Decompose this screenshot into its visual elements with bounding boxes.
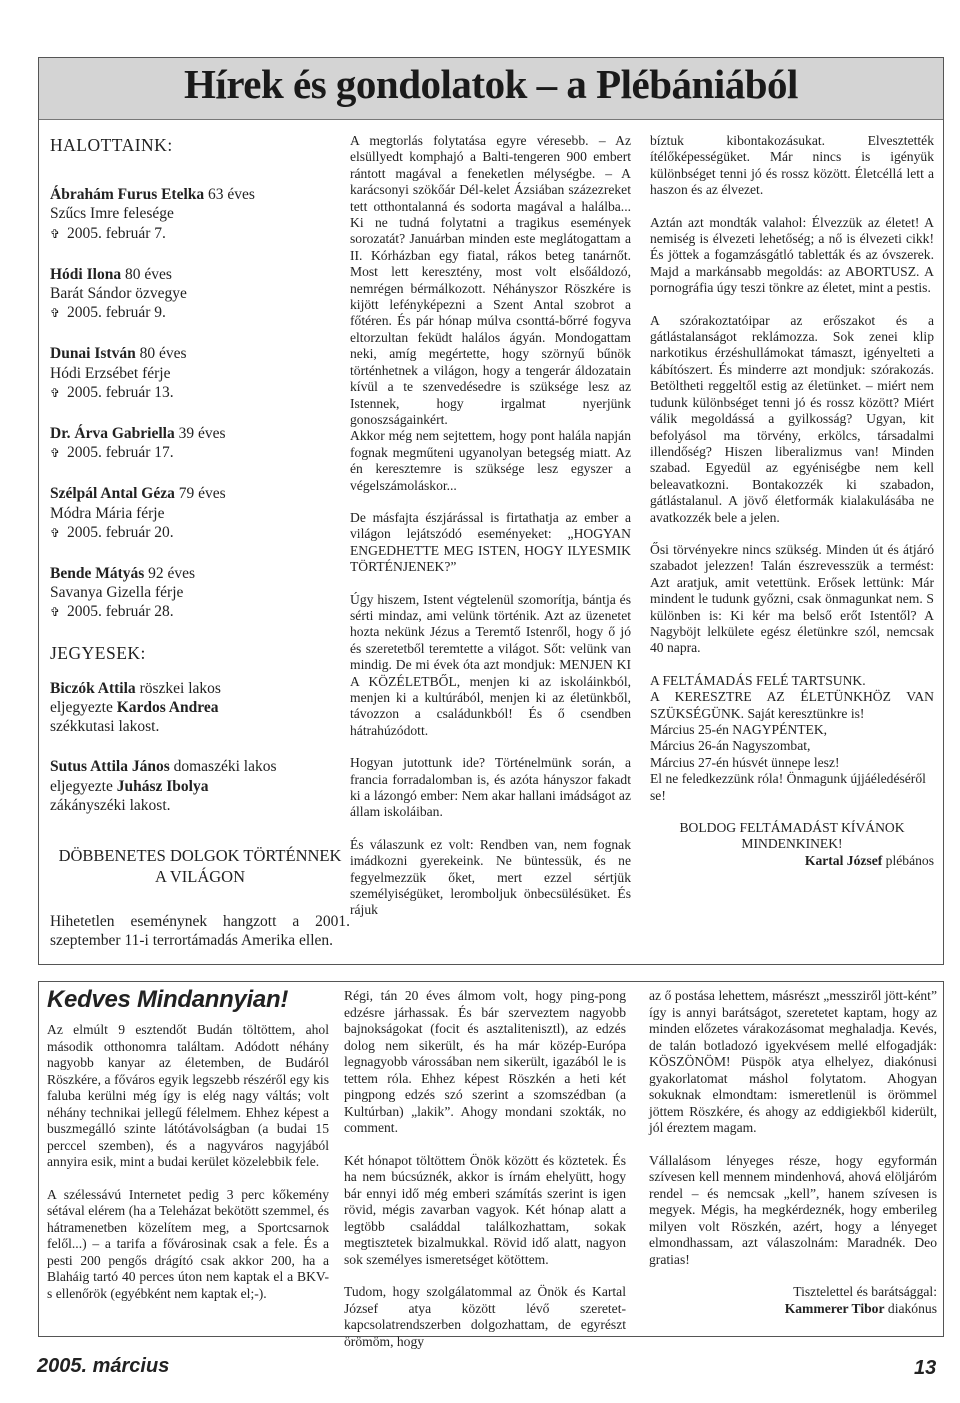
- obituary-date: ✞ 2005. február 20.: [50, 523, 174, 541]
- obituary-name-line: Ábrahám Furus Etelka 63 éves: [50, 186, 255, 204]
- article-paragraph: Ősi törvényekre nincs szükség. Minden út és átjáró szabadot jelezzen! Talán észrevesszük a termést: Azt aratjuk, amit vetettünk. Erősek lettünk: Már mindent le tudunk győzni, csak önmagunkat nem. S különben is: Ki kér ma belső erőt Istentől? A Nagyböjt lelkülete egész életünkre szól, nemcsak 40 napra.: [650, 541, 934, 656]
- farewell-paragraph: Az elmúlt 9 esztendőt Budán töltöttem, ahol második otthonomra találtam. Adódott néhány nagyobb kanyar az életemben, de Budáról Röszkére, a főváros egyik legszebb részéről egy kis faluba kerülni még így is elég nagy váltás; volt néhány technikai jellegű félelmem. Ehhez képest a buszmegálló szinte látótávolságban (a budai 15 perccel szemben), és a nagyváros nagyjából annyira esik, mint a budai kerület közelebbik fele.: [47, 1022, 329, 1169]
- dobbenetes-heading-line2: A VILÁGON: [155, 867, 245, 887]
- cross-icon: ✞: [50, 226, 61, 241]
- obituary-date: ✞ 2005. február 13.: [50, 383, 174, 401]
- easter-date: Március 25-én NAGYPÉNTEK,: [650, 722, 828, 737]
- obituary-relation: Barát Sándor özvegye: [50, 285, 187, 303]
- obituary-relation: Szűcs Imre felesége: [50, 205, 174, 223]
- easter-line: A KERESZTRE AZ ÉLETÜNKHÖZ VAN SZÜKSÉGÜNK. Saját keresztünkre is!: [650, 689, 934, 721]
- obituary-date: ✞ 2005. február 28.: [50, 603, 174, 621]
- column-obituaries: [50, 136, 350, 950]
- farewell-paragraph: Két hónapot töltöttem Önök között és köztetek. És ha nem búcsúznék, akkor is írnám ehelyütt, hogy bár ennyi idő még emberi számítás szerint is igen rövid, mégis zavarban vagyok. Két hónap alatt a legtöbb családdal találkozhattam, sokak megtisztetek bizalmukkal. Rövid idő alatt, nagyon sok személyes ismeretséget kötöttem.: [344, 1152, 626, 1267]
- farewell-column-2: [344, 988, 626, 1350]
- cross-icon: ✞: [50, 525, 61, 540]
- obituary-entry: [50, 484, 350, 543]
- farewell-paragraph: az ő postása lehettem, másrészt „messziről jött-ként” így is annyi barátságot, szeretetet kaptam, hogy az minden előzetes várakozásomat meghaladja. Kevés, de talán botladozó igyekvésem mellé elfogadják: KÖSZÖNÖM! Püspök atya elhelyez, diakónusi gyakorlatomat máshol folytatom. Ahogyan sokuknak elmondtam: ismeretlenül is örömmel jöttem Röszkére, és ahogy az eddigiekből kiderült, jól éreztem magam.: [649, 988, 937, 1135]
- greeting-line: MINDENKINEK!: [741, 836, 843, 852]
- obituary-date: ✞ 2005. február 17.: [50, 444, 174, 462]
- article-paragraph: A szórakoztatóipar az erőszakot és a gátlástalanságot reklámozza. Sok zenei klip narkotikus érzéshullámokat támaszt, igényelteti a kábítószert. És minderre azt mondjuk: szórakozás. Betöltheti reggeltől estig az életünket. – miért nem tudunk különbséget tenni jó és rossz között? Miért válik megoldássá a gyilkosság? Ugyan, kit befolyásol ma törvény, erkölcs, társadalmi illendőség? Hiszen liberalizmus van! Minden szabad. Egyedül az egyéniségbe nem kell beleavatkozni. Bontakozzék ki szabadon, gátlástalanul. A jövő életformák kialakulásába ne avatkozzék bele a jelen.: [650, 312, 934, 525]
- obituary-entry: [50, 424, 350, 463]
- easter-line: A FELTÁMADÁS FELÉ TARTSUNK.: [650, 672, 866, 688]
- page-number: 13: [914, 1357, 937, 1379]
- easter-date: Március 27-én húsvét ünnepe lesz!: [650, 754, 840, 770]
- obituary-list: [50, 185, 350, 622]
- obituary-relation: Savanya Gizella férje: [50, 584, 184, 602]
- article-paragraph: bíztuk kibontakozásukat. Elvesztették ítélőképességüket. Már nincs is igényük különbséget tenni jó és rossz között. Életcéllá lett a haszon és az élvezet.: [650, 133, 934, 198]
- farewell-paragraph: Vállalásom lényeges része, hogy egyformán szívesen kell mennem mindenhová, ahová elöljáróm rendel – és nemcsak „kell”, hanem szívesen is megyek. Mégis, ha megkérdeznék, hogy emberileg milyen volt Röszkén, azért, hogy a lényeget elmondhassam, azt válaszolnám: Maradnék. Deo gratias!: [649, 1152, 937, 1267]
- obituary-entry: [50, 265, 350, 324]
- article-paragraph: Akkor még nem sejtettem, hogy pont halála napján fognak megműteni ugyanolyan betegség miatt. Az én keresztemre is szüksége lesz egyszer a végelszámoláskor...: [350, 428, 631, 493]
- engagement-entry: Biczók Attila röszkei lakos eljegyezte Kardos Andrea székkutasi lakost.: [50, 679, 221, 736]
- cross-icon: ✞: [50, 446, 61, 461]
- column-article-2: [350, 133, 631, 919]
- easter-line: El ne feledkezzünk róla! Önmagunk újjáéledéséről se!: [650, 771, 926, 803]
- obituary-name-line: Szélpál Antal Géza 79 éves: [50, 485, 226, 503]
- title-bar: [39, 58, 943, 120]
- engagement-list: [50, 679, 350, 815]
- farewell-title: Kedves Mindannyian!: [47, 986, 289, 1013]
- signature: Kartal József plébános: [804, 852, 934, 868]
- farewell-column-1: [47, 1022, 329, 1302]
- obituary-date: ✞ 2005. február 9.: [50, 304, 166, 322]
- dobbenetes-heading-line1: DÖBBENETES DOLGOK TÖRTÉNNEK: [58, 846, 342, 866]
- obituary-entry: [50, 344, 350, 403]
- obituary-name-line: Dr. Árva Gabriella 39 éves: [50, 425, 226, 443]
- obituary-date: ✞ 2005. február 7.: [50, 224, 166, 242]
- greeting-line: BOLDOG FELTÁMADÁST KÍVÁNOK: [679, 820, 905, 836]
- dobbenetes-heading: [50, 845, 350, 887]
- obituary-name-line: Hódi Ilona 80 éves: [50, 265, 172, 283]
- article-paragraph: Úgy hiszem, Istent végtelenül szomorítja, bántja és sérti mindaz, ami velünk történik. Azt az üzenetet hozta nekünk Jézus a Teremtő Istenről, hogy ő jó és szeretetből teremtette a világot. Sőt: velünk van mindig. De mi évek óta azt mondjuk: MENJEN KI A KÖZÉLETBŐL, menjen ki az iskoláinkból, menjen ki a kultúrából, menjen ki az életünkből, távozzon a családunkból! És ő csendben hátrahúzódott.: [350, 591, 631, 738]
- cross-icon: ✞: [50, 306, 61, 321]
- column-article-3: [650, 133, 934, 869]
- article-paragraph: De másfajta észjárással is firtathatja az ember a világon lejátszódó eseményeket: „HOGYAN ENGEDHETTE MEG ISTEN, HOGY ILYESMIK TÖRTÉNJENEK?”: [350, 509, 631, 575]
- obituary-relation: Hódi Erzsébet férje: [50, 364, 171, 382]
- farewell-column-3: [649, 988, 937, 1317]
- closing-line: Tisztelettel és barátsággal:: [793, 1284, 937, 1299]
- halottaink-heading: HALOTTAINK:: [50, 135, 173, 155]
- farewell-paragraph: Tudom, hogy szolgálatommal az Önök és Kartal József atya között lévő szeretet-kapcsolatrendszerben dolgozhattam, de egyrészt örömöm, hogy: [344, 1284, 626, 1349]
- engagement-entry: Sutus Attila János domaszéki lakos eljegyezte Juhász Ibolya zákányszéki lakost.: [50, 758, 277, 814]
- farewell-paragraph: Régi, tán 20 éves álmom volt, hogy ping-pong edzésre járhassak. És bár szerveztem nagyobb bajnokságokat (focit és asztalitenisztl), az edzés dolog nem sikerült, és ha már közép-Európa legnagyobb várossában nem sikerült, igazából le is tettem róla. Ehhez képest Röszkén a heti két pingpong edzés szó szerint a szomszédban (a Kultúrban) „lakik”. Ahogy mondani szokták, no comment.: [344, 988, 626, 1135]
- dobbenetes-intro: Hihetetlen eseménynek hangzott a 2001. szeptember 11-i terrortámadás Amerika ellen.: [50, 913, 350, 950]
- easter-dates: [650, 722, 934, 771]
- farewell-paragraph: A szélessávú Internetet pedig 3 perc kőkemény sétával elérem (ha a Teleházat bekötött szemmel, és hátramenetben közelítem meg, a Sportcsarnok felől...) – a tarifa a fővárosinak csak a fele. És a pesti 200 pengős drágító csak akkor 200, ha a Blaháig tartó 40 perces úton nem kaptak el a BKV-s ellenőrök (egyébként nem kaptak el;-).: [47, 1186, 329, 1301]
- farewell-box: [38, 981, 944, 1349]
- jegyesek-heading: JEGYESEK:: [50, 642, 146, 663]
- obituary-name-line: Bende Mátyás 92 éves: [50, 565, 196, 583]
- article-paragraph: Hogyan jutottunk ide? Történelmünk során, a francia forradalomban is, és azóta hányszor fakadt ki a lázongó ember: Nem akar hallani imádságot az állam iskoláiban.: [350, 755, 631, 820]
- page-title: Hírek és gondolatok – a Plébániából: [184, 61, 798, 107]
- news-box: [38, 57, 944, 965]
- obituary-relation: Módra Mária férje: [50, 504, 165, 522]
- farewell-signature: Kammerer Tibor diakónus: [784, 1300, 937, 1316]
- article-paragraph: A megtorlás folytatása egyre véresebb. – Az elsüllyedt komphajó a Balti-tengeren 900 embert rántott magával a feneketlen mélységbe. – A karácsonyi szökőár Dél-kelet Ázsiában százezreket tett otthontalanná és sodorta magával a halálba... Ki ne tudná folytatni a tragikus események sorozatát? Januárban minden este meglátogattam a II. Kórházban egy fiatal, rákos beteg tanárnőt. Most lett keresztény, most volt elsőáldozó, nemrégen bérmálkozott. Néhányszor Röszkére is kijött lefényképezni a Szent Antal szobrot a főtéren. És pár hónap múlva csonttá-bőrré fogyva eltorzultan feküdt halálos ágyán. Mondogattam neki, amíg megértette, hogy szörnyű bűnök történhetnek a világon, hogy a tengerár áldozatain kívül a te szenvedésedre is szüksége lesz az Istennek, hogy irgalmat nyerjünk gonoszságainkért.: [350, 133, 631, 427]
- obituary-entry: [50, 185, 350, 244]
- obituary-entry: [50, 564, 350, 623]
- cross-icon: ✞: [50, 385, 61, 400]
- easter-date: Március 26-án Nagyszombat,: [650, 738, 811, 754]
- footer-date: 2005. március: [37, 1355, 170, 1377]
- obituary-name-line: Dunai István 80 éves: [50, 345, 187, 363]
- article-paragraph: És válaszunk ez volt: Rendben van, nem fognak imádkozni gyerekeink. Ne büntessük, és ne fegyelmezzük őket, mert ezzel sértjük személyiségüket, leromboljuk önbecsülésüket. És rájuk: [350, 836, 631, 918]
- article-paragraph: Aztán azt mondták valahol: Élvezzük az életet! A nemiség is élvezeti lehetőség; a nő is élvezeti cikk! És jöttek a fogamzásgátló tabletták és az óvszerek. Majd a markánsabb megoldás: az ABORTUSZ. A pornográfia úgy teszi tönkre az életet, mint a pestis.: [650, 214, 934, 296]
- cross-icon: ✞: [50, 605, 61, 620]
